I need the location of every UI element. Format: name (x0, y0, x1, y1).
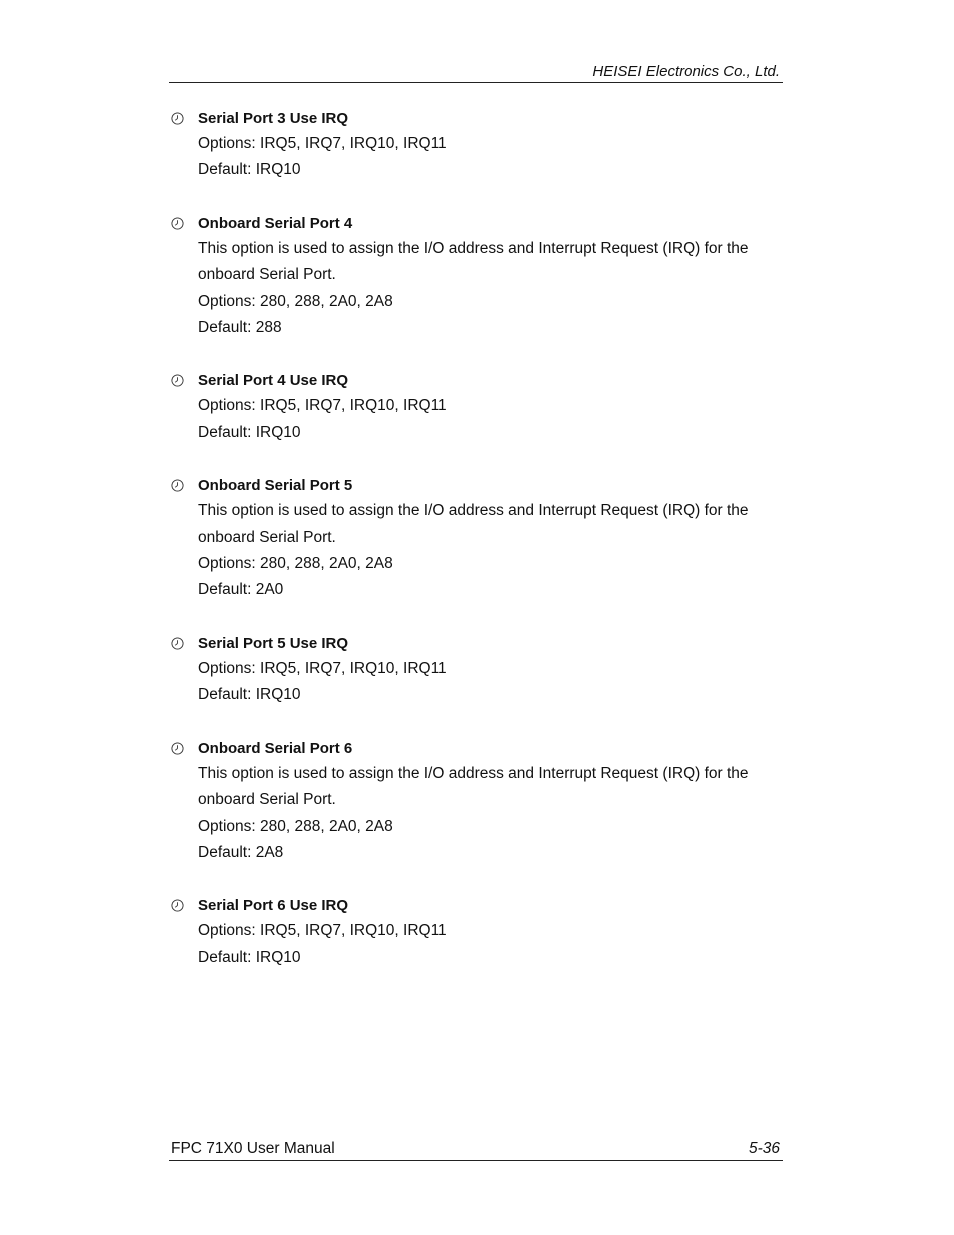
section-text-line: Options: IRQ5, IRQ7, IRQ10, IRQ11 (198, 135, 447, 152)
setting-section (171, 736, 781, 867)
section-heading (171, 736, 781, 761)
page-number: 5-36 (748, 1140, 780, 1157)
setting-section (171, 368, 781, 446)
clock-icon (171, 742, 198, 755)
section-text-line: Options: IRQ5, IRQ7, IRQ10, IRQ11 (198, 922, 447, 940)
section-title: Serial Port 3 Use IRQ (198, 110, 349, 127)
section-title: Onboard Serial Port 5 (198, 477, 353, 495)
section-heading (171, 368, 781, 393)
company-name: HEISEI Electronics Co., Ltd. (592, 63, 780, 80)
setting-section (171, 473, 781, 604)
section-text-line: Options: IRQ5, IRQ7, IRQ10, IRQ11 (198, 659, 447, 677)
section-title: Serial Port 4 Use IRQ (198, 372, 349, 390)
section-text-line: Default: IRQ10 (198, 686, 301, 704)
clock-icon (171, 637, 198, 650)
section-title: Onboard Serial Port 4 (198, 214, 353, 232)
section-text-line: Default: 2A8 (198, 843, 284, 861)
document-body (171, 106, 781, 998)
section-text-line: Options: 280, 288, 2A0, 2A8 (198, 292, 393, 310)
section-title: Onboard Serial Port 6 (198, 739, 353, 757)
section-text-line: Options: 280, 288, 2A0, 2A8 (198, 817, 393, 835)
section-text-line: Default: IRQ10 (198, 948, 301, 966)
manual-title: FPC 71X0 User Manual (171, 1140, 335, 1157)
section-heading (171, 106, 781, 131)
section-title: Serial Port 5 Use IRQ (198, 634, 349, 652)
section-title: Serial Port 6 Use IRQ (198, 897, 349, 915)
setting-section (171, 631, 781, 709)
section-text-line: onboard Serial Port. (198, 528, 336, 546)
section-text-line: This option is used to assign the I/O address and Interrupt Request (IRQ) for the (198, 502, 749, 520)
section-text-line: Default: 288 (198, 319, 282, 337)
section-text-line: onboard Serial Port. (198, 266, 336, 284)
section-text-line: Options: 280, 288, 2A0, 2A8 (198, 555, 393, 573)
section-text-line: onboard Serial Port. (198, 791, 336, 809)
clock-icon (171, 217, 198, 230)
section-text-line: Default: 2A0 (198, 581, 284, 599)
page-header (169, 62, 783, 83)
section-heading (171, 893, 781, 918)
setting-section (171, 893, 781, 971)
section-text-line: Options: IRQ5, IRQ7, IRQ10, IRQ11 (198, 397, 447, 415)
clock-icon (171, 479, 198, 492)
clock-icon (171, 374, 198, 387)
page-footer (169, 1140, 783, 1161)
section-heading (171, 211, 781, 236)
section-text-line: Default: IRQ10 (198, 161, 301, 179)
clock-icon (171, 112, 198, 125)
section-heading (171, 473, 781, 498)
clock-icon (171, 899, 198, 912)
section-text-line: This option is used to assign the I/O address and Interrupt Request (IRQ) for the (198, 239, 749, 257)
section-text-line: This option is used to assign the I/O address and Interrupt Request (IRQ) for the (198, 764, 749, 782)
setting-section (171, 211, 781, 342)
section-heading (171, 631, 781, 656)
setting-section (171, 106, 781, 184)
section-text-line: Default: IRQ10 (198, 423, 301, 441)
